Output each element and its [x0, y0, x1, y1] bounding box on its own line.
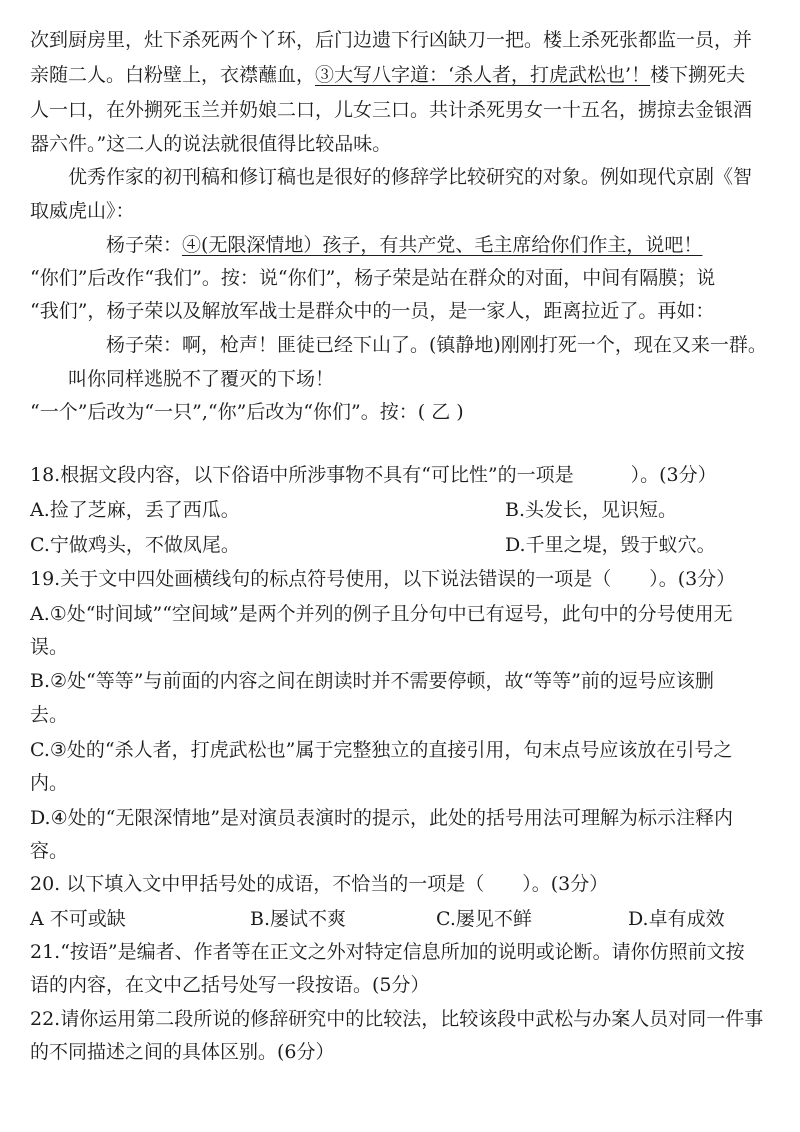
- question-22-stem-cont: 的不同描述之间的具体区别。(6分）: [30, 1041, 335, 1063]
- quote-line: [106, 232, 702, 258]
- question-20-stem: 20. 以下填入文中甲括号处的成语，不恰当的一项是（ ）。(3分）: [30, 873, 609, 895]
- passage-line: 取威虎山》：: [30, 200, 135, 222]
- question-21-stem: 21.“按语”是编者、作者等在正文之外对特定信息所加的说明或论断。请你仿照前文按: [30, 941, 745, 963]
- question-18-option-c: C.宁做鸡头，不做凤尾。: [30, 534, 240, 556]
- quote-line: 杨子荣：啊，枪声！匪徒已经下山了。(镇静地)刚刚打死一个，现在又来一群。: [106, 334, 767, 356]
- passage-line: “一个”后改为“一只”,“你”后改为“你们”。按：( 乙 ): [30, 401, 464, 423]
- question-19-option-a-cont: 误。: [30, 636, 69, 658]
- question-20-option-c: C.屡见不鲜: [436, 908, 532, 930]
- question-18-option-b: B.头发长，见识短。: [505, 499, 678, 521]
- question-19-option-c: C.③处的“杀人者，打虎武松也”属于完整独立的直接引用，句末点号应该放在引号之: [30, 739, 733, 761]
- passage-line: 次到厨房里，灶下杀死两个丫环，后门边遗下行凶缺刀一把。楼上杀死张都监一员，并: [30, 29, 753, 51]
- passage-line: 人一口，在外搠死玉兰并奶娘二口，儿女三口。共计杀死男女一十五名，掳掠去金银酒: [30, 99, 753, 121]
- question-19-option-d-cont: 容。: [30, 840, 69, 862]
- underlined-sentence-4: ④(无限深情地）孩子，有共产党、毛主席给你们作主，说吧！: [182, 234, 703, 256]
- passage-line: 优秀作家的初刊稿和修订稿也是很好的修辞学比较研究的对象。例如现代京剧《智: [68, 166, 753, 188]
- question-19-option-b-cont: 去。: [30, 704, 69, 726]
- passage-text: 楼下搠死夫: [650, 64, 746, 86]
- question-18-option-a: A.捡了芝麻，丢了西瓜。: [30, 499, 240, 521]
- passage-line: 器六件。”这二人的说法就很值得比较品味。: [30, 133, 392, 155]
- passage-line: “你们”后改作“我们”。按：说“你们”，杨子荣是站在群众的对面，中间有隔膜；说: [30, 267, 716, 289]
- question-20-option-a: A 不可或缺: [30, 908, 126, 930]
- underlined-sentence-3: ③大写八字道：‘杀人者，打虎武松也’！: [315, 64, 651, 86]
- question-21-stem-cont: 语的内容，在文中乙括号处写一段按语。(5分）: [30, 974, 430, 996]
- question-19-option-d: D.④处的“无限深情地”是对演员表演时的提示，此处的括号用法可理解为标示注释内: [30, 807, 734, 829]
- quote-line: 叫你同样逃脱不了覆灭的下场！: [68, 368, 335, 390]
- question-19-option-a: A.①处“时间域”“空间域”是两个并列的例子且分句中已有逗号，此句中的分号使用无: [30, 603, 733, 625]
- passage-text: 亲随二人。白粉壁上，衣襟蘸血，: [30, 64, 316, 86]
- question-22-stem: 22.请你运用第二段所说的修辞研究中的比较法，比较该段中武松与办案人员对同一件事: [30, 1008, 764, 1030]
- question-19-option-c-cont: 内。: [30, 772, 69, 794]
- question-18-stem: 18.根据文段内容，以下俗语中所涉事物不具有“可比性”的一项是 ）。(3分）: [30, 464, 717, 486]
- passage-line: “我们”，杨子荣以及解放军战士是群众中的一员，是一家人，距离拉近了。再如：: [30, 300, 715, 322]
- speaker: 杨子荣：: [106, 234, 183, 256]
- passage-line: [30, 62, 745, 88]
- question-18-option-d: D.千里之堤，毁于蚁穴。: [505, 534, 716, 556]
- question-20-option-b: B.屡试不爽: [250, 908, 347, 930]
- question-19-stem: 19.关于文中四处画横线句的标点符号使用，以下说法错误的一项是（ ）。(3分）: [30, 568, 736, 590]
- question-19-option-b: B.②处“等等”与前面的内容之间在朗读时并不需要停顿，故“等等”前的逗号应该删: [30, 670, 714, 692]
- question-20-option-d: D.卓有成效: [628, 908, 725, 930]
